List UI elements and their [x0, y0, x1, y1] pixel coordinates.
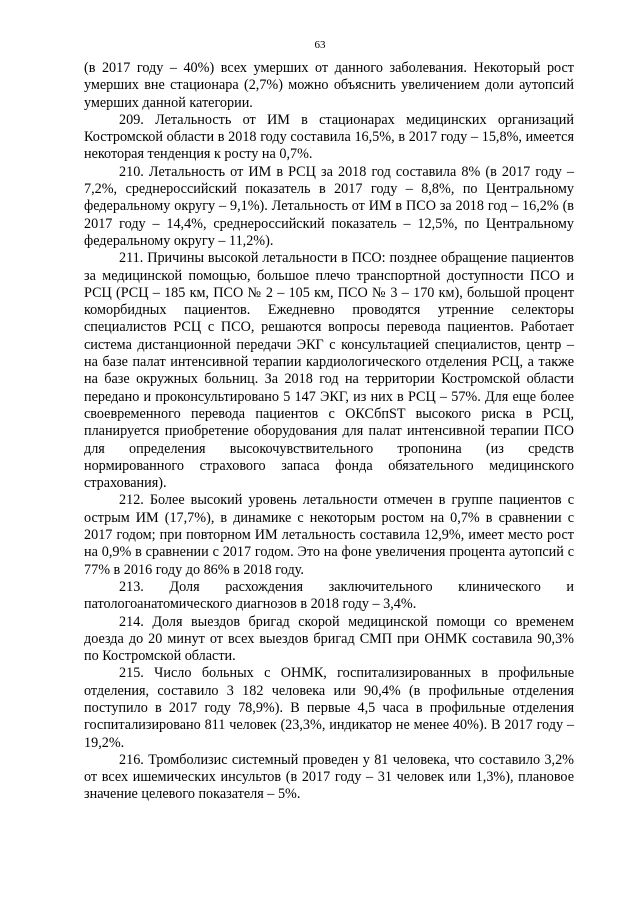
- paragraph-216: 216. Тромболизис системный проведен у 81 человека, что составило 3,2% от всех ишемических инсультов (в 2017 году – 31 человек или 1,3%), плановое значение целевого показателя – 5%.: [84, 751, 574, 803]
- paragraph-209: 209. Летальность от ИМ в стационарах медицинских организаций Костромской области в 2018 году составила 16,5%, в 2017 году – 15,8%, имеется некоторая тенденция к росту на 0,7%.: [84, 111, 574, 163]
- page-number: 63: [314, 39, 326, 51]
- paragraph-211: 211. Причины высокой летальности в ПСО: позднее обращение пациентов за медицинской помощью, большое плечо транспортной доступности ПСО и РСЦ (РСЦ – 185 км, ПСО № 2 – 105 км, ПСО № 3 – 170 км), большой процент коморбидных пациентов. Ежедневно проводятся утренние селекторы специалистов РСЦ с ПСО, решаются вопросы перевода пациентов. Работает система дистанционной передачи ЭКГ с консультацией специалистов, центр – на базе палат интенсивной терапии кардиологического отделения РСЦ, а также на базе окружных больниц. За 2018 год на территории Костромской области передано и проконсультировано 5 147 ЭКГ, из них в РСЦ – 57%. Для еще более своевременного перевода пациентов с ОКСбпST высокого риска в РСЦ, планируется приобретение оборудования для палат интенсивной терапии ПСО для определения высокочувствительного тропонина (из средств нормированного страхового запаса фонда обязательного медицинского страхования).: [84, 250, 574, 492]
- paragraph-213: 213. Доля расхождения заключительного клинического и патологоанатомического диагнозов в 2018 году – 3,4%.: [84, 578, 574, 613]
- paragraph-214: 214. Доля выездов бригад скорой медицинской помощи со временем доезда до 20 минут от всех выездов бригад СМП при ОНМК составила 90,3% по Костромской области.: [84, 613, 574, 665]
- paragraph-215: 215. Число больных с ОНМК, госпитализированных в профильные отделения, составило 3 182 человека или 90,4% (в профильные отделения поступило в 2017 году 78,9%). В первые 4,5 часа в профильные отделения госпитализировано 811 человек (23,3%, индикатор не менее 40%). В 2017 году – 19,2%.: [84, 665, 574, 751]
- paragraph-210: 210. Летальность от ИМ в РСЦ за 2018 год составила 8% (в 2017 году – 7,2%, среднероссийский показатель в 2017 году – 8,8%, по Центральному федеральному округу – 9,1%). Летальность от ИМ в ПСО за 2018 год – 16,2% (в 2017 году – 14,4%, среднероссийский показатель – 12,5%, по Центральному федеральному округу – 11,2%).: [84, 163, 574, 249]
- body-text: [84, 60, 574, 804]
- paragraph-continuation: (в 2017 году – 40%) всех умерших от данного заболевания. Некоторый рост умерших вне стационара (2,7%) можно объяснить увеличением доли аутопсий умерших данной категории.: [84, 60, 574, 111]
- paragraph-212: 212. Более высокий уровень летальности отмечен в группе пациентов с острым ИМ (17,7%), в динамике с некоторым ростом на 0,7% в сравнении с 2017 годом; при повторном ИМ летальность составила 12,9%, имеет место рост на 0,9% в сравнении с 2017 годом. Это на фоне увеличения процента аутопсий с 77% в 2016 году до 86% в 2018 году.: [84, 492, 574, 578]
